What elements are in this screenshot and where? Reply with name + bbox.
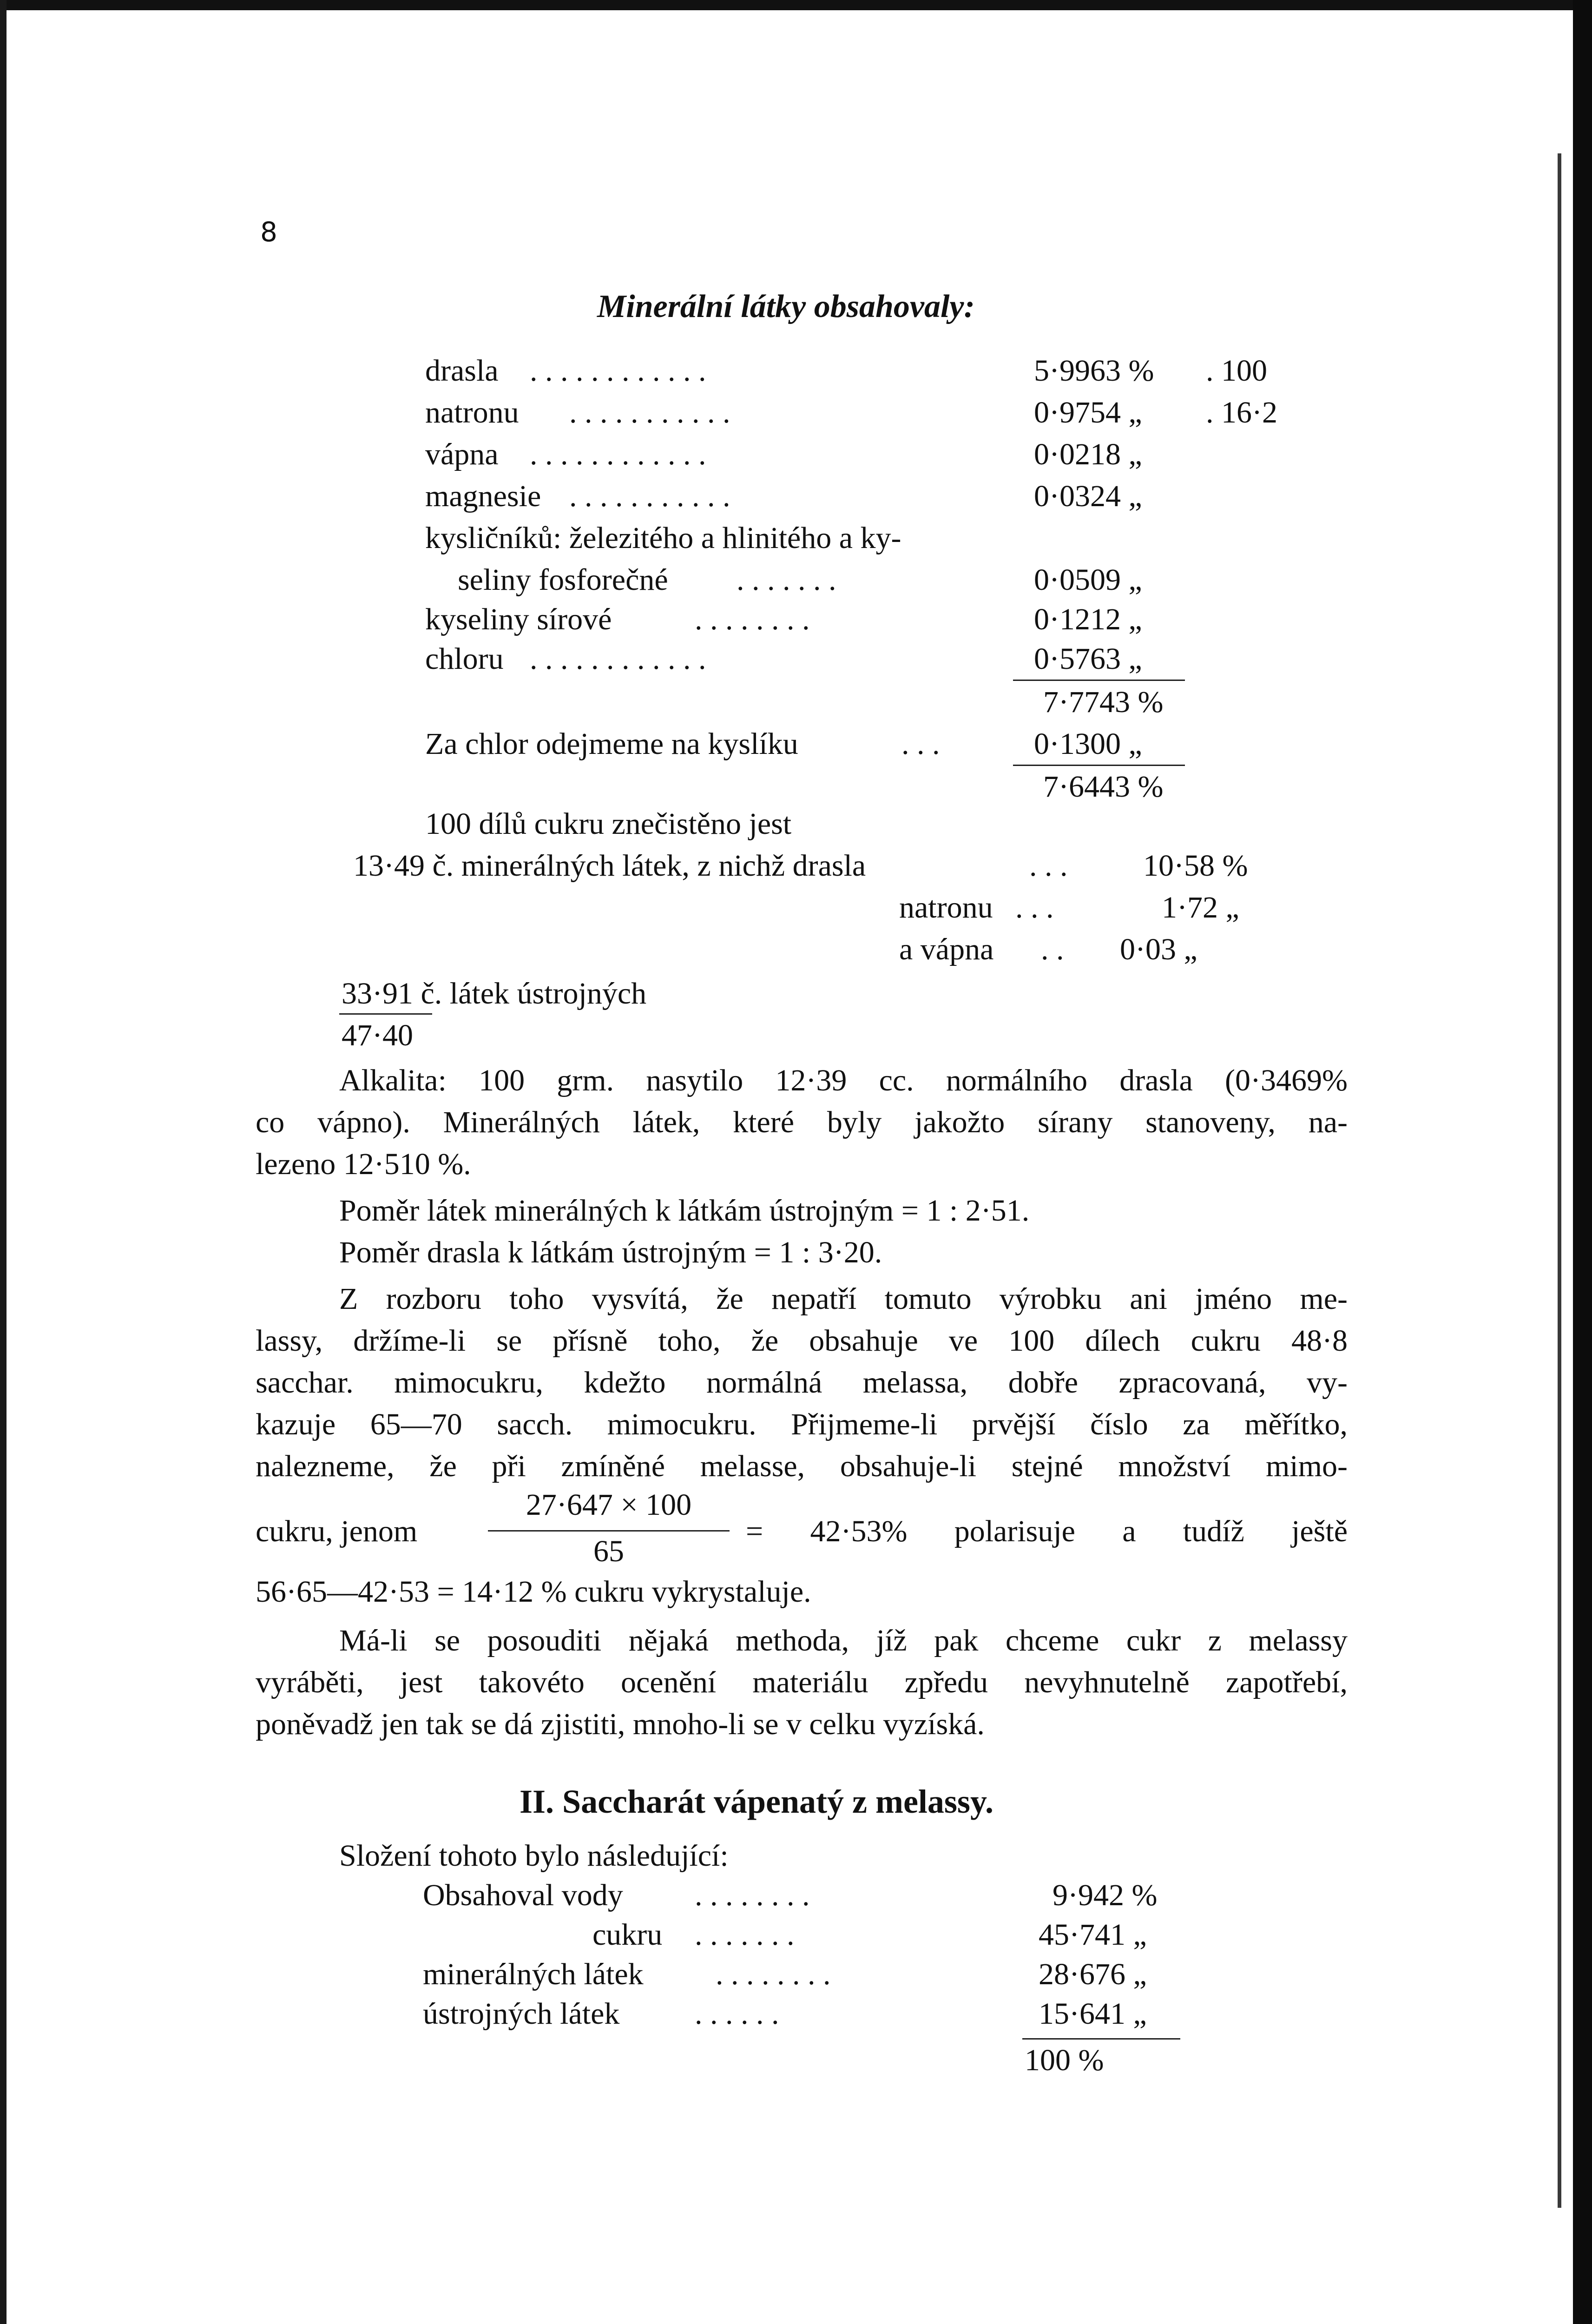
impurity-intro: 100 dílů cukru znečistěno jest xyxy=(425,807,792,841)
scan-page-edge xyxy=(1558,153,1561,2208)
row-value: 0·0218 „ xyxy=(1034,437,1142,471)
row-value: 0·5763 „ xyxy=(1034,642,1142,676)
row-value: 0·03 „ xyxy=(1120,932,1197,966)
composition-intro: Složení tohoto bylo následující: xyxy=(339,1839,729,1873)
row-label: kyseliny sírové xyxy=(425,602,612,636)
chlor-label: Za chlor odejmeme na kyslíku xyxy=(425,727,798,761)
row-value: 9·942 % xyxy=(1053,1878,1158,1912)
row-label: seliny fosforečné xyxy=(458,563,668,597)
total-value: 7·6443 % xyxy=(1043,770,1164,804)
row-dots: . . . . . . . . . . . . xyxy=(530,642,706,676)
row-label: magnesie xyxy=(425,479,541,513)
paragraph-line: Poměr drasla k látkám ústrojným = 1 : 3·20. xyxy=(339,1235,882,1269)
paragraph-line: lezeno 12·510 %. xyxy=(256,1147,471,1181)
row-value: 0·9754 „ xyxy=(1034,396,1142,429)
paragraph-line: vyráběti, jest takovéto ocenění materiálu zpředu nevyhnutelně zapotřebí, xyxy=(256,1665,1348,1699)
row-dots: . . . . . . . . xyxy=(695,602,810,636)
row-extra: . 16·2 xyxy=(1206,396,1277,429)
row-label: cukru xyxy=(592,1918,663,1952)
formula-denominator: 65 xyxy=(593,1534,624,1568)
fraction-bar xyxy=(488,1530,730,1532)
row-dots: . . xyxy=(1041,932,1064,966)
row-value: 0·0324 „ xyxy=(1034,479,1142,513)
row-dots: . . . . . . . . xyxy=(716,1957,831,1991)
paragraph-line: nalezneme, že při zmíněné melasse, obsahuje-li stejné množství mimo- xyxy=(256,1449,1348,1483)
paragraph-line: sacchar. mimocukru, kdežto normálná melassa, dobře zpracovaná, vy- xyxy=(256,1366,1348,1400)
row-value: 28·676 „ xyxy=(1039,1957,1147,1991)
scan-border-right xyxy=(1573,0,1592,2324)
row-label: natronu xyxy=(425,396,519,429)
row-dots: . . . . . . . xyxy=(737,563,836,597)
row-dots: . . . . . . . . . . . xyxy=(569,396,730,429)
formula-prefix: cukru, jenom xyxy=(256,1514,418,1548)
row-label: drasla xyxy=(425,354,499,388)
row-dots: . . . . . . xyxy=(695,1997,779,2031)
row-dots: . . . xyxy=(1029,849,1068,883)
row-dots: . . . . . . . . . . . . xyxy=(530,354,706,388)
paragraph-line: Má-li se posouditi nějaká methoda, jíž pak chceme cukr z melassy xyxy=(339,1624,1348,1657)
scan-border-left xyxy=(0,0,7,2324)
chlor-value: 0·1300 „ xyxy=(1034,727,1142,761)
row-label: Obsahoval vody xyxy=(423,1878,623,1912)
section-heading: II. Saccharát vápenatý z melassy. xyxy=(520,1783,993,1820)
row-extra: . 100 xyxy=(1206,354,1267,388)
section-title: Minerální látky obsahovaly: xyxy=(597,289,975,324)
formula-suffix: = 42·53% polarisuje a tudíž ještě xyxy=(746,1514,1348,1548)
row-label: natronu xyxy=(899,891,993,924)
row-label: minerálných látek xyxy=(423,1957,644,1991)
organic-line: 33·91 č. látek ústrojných xyxy=(342,977,647,1010)
sum-rule xyxy=(339,1013,432,1015)
row-dots: . . . . . . . xyxy=(695,1918,795,1952)
chlor-dots: . . . xyxy=(901,727,940,761)
row-dots: . . . . . . . . . . . xyxy=(569,479,730,513)
sum-rule xyxy=(1022,2038,1180,2040)
row-value: 45·741 „ xyxy=(1039,1918,1147,1952)
paragraph-line: co vápno). Minerálných látek, které byly jakožto sírany stanoveny, na- xyxy=(256,1105,1348,1139)
page-number: 8 xyxy=(260,216,277,248)
paragraph-line: Z rozboru toho vysvítá, že nepatří tomuto výrobku ani jméno me- xyxy=(339,1282,1348,1316)
row-value: 1·72 „ xyxy=(1162,891,1239,924)
row-dots: . . . . . . . . xyxy=(695,1878,810,1912)
row-value: 0·0509 „ xyxy=(1034,563,1142,597)
row-dots: . . . xyxy=(1015,891,1054,924)
paragraph-line: Poměr látek minerálných k látkám ústrojným = 1 : 2·51. xyxy=(339,1194,1030,1228)
row-label: chloru xyxy=(425,642,504,676)
formula-numerator: 27·647 × 100 xyxy=(526,1488,692,1522)
mineral-line: 13·49 č. minerálných látek, z nichž drasla xyxy=(353,849,866,883)
row-dots: . . . . . . . . . . . . xyxy=(530,437,706,471)
sum-value: 47·40 xyxy=(342,1018,413,1052)
paragraph-line: lassy, držíme-li se přísně toho, že obsahuje ve 100 dílech cukru 48·8 xyxy=(256,1324,1348,1358)
row-value: 5·9963 % xyxy=(1034,354,1154,388)
row-label: vápna xyxy=(425,437,499,471)
scan-border-top xyxy=(0,0,1592,10)
row-value: 0·1212 „ xyxy=(1034,602,1142,636)
paragraph-line: Alkalita: 100 grm. nasytilo 12·39 cc. normálního drasla (0·3469% xyxy=(339,1063,1348,1097)
row-label: kysličníků: železitého a hlinitého a ky- xyxy=(425,521,901,555)
paragraph-line: kazuje 65—70 sacch. mimocukru. Přijmeme-li prvější číslo za měřítko, xyxy=(256,1407,1348,1441)
row-label: a vápna xyxy=(899,932,994,966)
row-value: 15·641 „ xyxy=(1039,1997,1147,2031)
paragraph-line: poněvadž jen tak se dá zjistiti, mnoho-li se v celku vyzíská. xyxy=(256,1707,985,1741)
subtotal-value: 7·7743 % xyxy=(1043,685,1164,719)
paragraph-line: 56·65—42·53 = 14·12 % cukru vykrystaluje. xyxy=(256,1575,811,1609)
row-value: 10·58 % xyxy=(1143,849,1248,883)
row-label: ústrojných látek xyxy=(423,1997,620,2031)
sum-rule xyxy=(1013,765,1185,766)
total-value: 100 % xyxy=(1025,2043,1104,2077)
sum-rule xyxy=(1013,680,1185,681)
